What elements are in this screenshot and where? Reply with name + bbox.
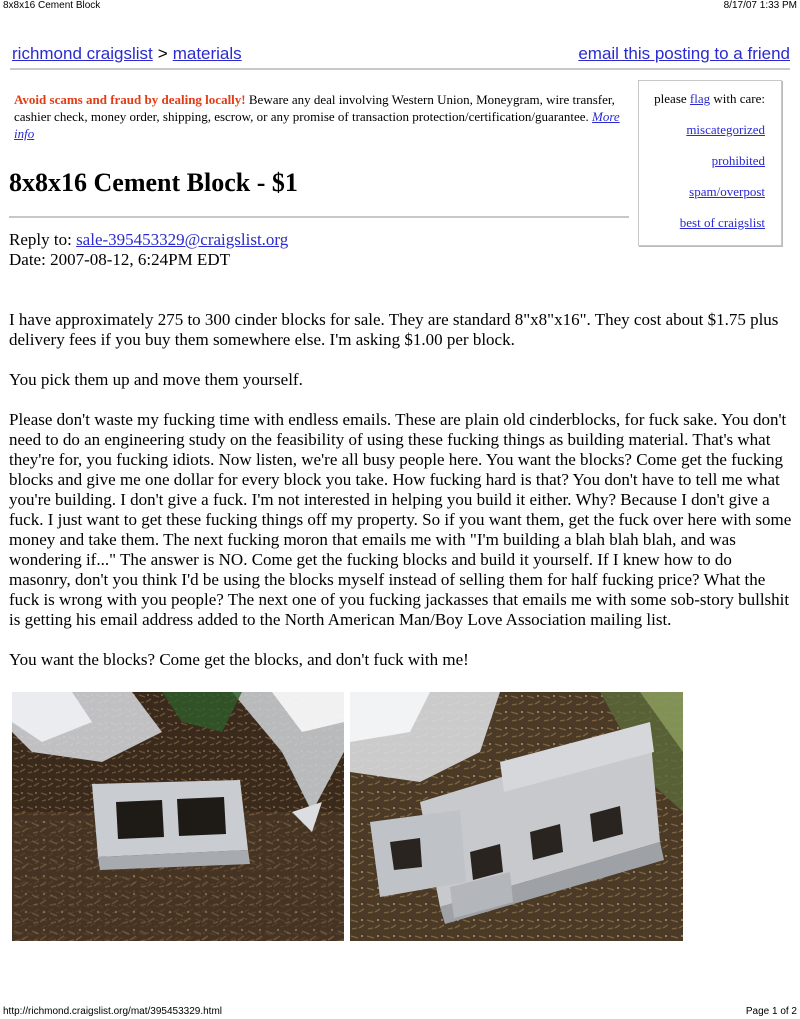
more-info-link[interactable]: More info [14,109,620,141]
breadcrumb-site-link[interactable]: richmond craigslist [12,44,153,63]
posting-date: Date: 2007-08-12, 6:24PM EDT [9,250,230,269]
flag-intro [639,91,765,107]
body-paragraph: You want the blocks? Come get the blocks, and don't fuck with me! [9,650,469,669]
posting-meta [9,230,288,270]
flag-best-of-link[interactable]: best of craigslist [679,215,765,230]
breadcrumb [12,44,242,64]
email-friend-link[interactable]: email this posting to a friend [578,44,790,63]
flag-prohibited-link[interactable]: prohibited [711,153,765,168]
flag-box [638,80,782,246]
body-paragraph: I have approximately 275 to 300 cinder blocks for sale. They are standard 8"x8"x16". They cost about $1.75 plus delivery fees if you buy them somewhere else. I'm asking $1.00 per block. [9,310,779,349]
photo-block-stack [350,692,683,941]
print-footer-page: Page 1 of 2 [745,1006,797,1017]
reply-to-line [9,230,288,250]
photo-single-block [12,692,344,941]
posting-title: 8x8x16 Cement Block - $1 [9,168,298,197]
breadcrumb-separator: > [157,44,168,63]
print-footer-url: http://richmond.craigslist.org/mat/395453329.html [3,1006,222,1017]
flag-miscategorized-link[interactable]: miscategorized [686,122,765,137]
title-divider [9,216,629,218]
posting-body [9,310,795,690]
scam-notice [14,91,624,142]
print-header-datetime: 8/17/07 1:33 PM [723,0,797,11]
print-header-title: 8x8x16 Cement Block [3,0,101,11]
flag-intro-before: please [654,91,690,106]
scam-warning: Avoid scams and fraud by dealing locally! [14,92,246,107]
body-paragraph: Please don't waste my fucking time with endless emails. These are plain old cinderblocks, for fuck sake. You don't need to do an engineering study on the feasibility of using these fucking things as building material. That's what they're for, you fucking idiots. Now listen, we're all busy people here. You want the blocks? Come get the fucking blocks and give me one dollar for every block you take. How fucking hard is that? You don't have to tell me what you're building. I don't give a fuck. I'm not interested in helping you build it either. Why? Because I don't give a fuck. I just want to get these fucking things off my property. So if you want them, get the fuck over here with some money and take them. The next fucking moron that emails me with "I'm building a blah blah blah, and was wondering if..." The answer is NO. Come get the fucking blocks and build it yourself. If I knew how to do masonry, don't you think I'd be using the blocks myself instead of selling them for half fucking price? What the fuck is wrong with you people? The next one of you fucking jackasses that emails me with some sob-story bullshit is getting his email address added to the North American Man/Boy Love Association mailing list. [9,410,792,629]
flag-intro-after: with care: [710,91,765,106]
flag-spam-link[interactable]: spam/overpost [689,184,765,199]
scam-text: Beware any deal involving Western Union, Moneygram, wire transfer, cashier check, money order, shipping, escrow, or any promise of transaction protection/certification/guarantee. [14,92,615,124]
top-nav-bar [10,44,790,70]
breadcrumb-category-link[interactable]: materials [172,44,242,63]
print-footer [3,1006,797,1017]
body-paragraph: You pick them up and move them yourself. [9,370,303,389]
flag-link[interactable]: flag [689,91,711,106]
reply-to-label: Reply to: [9,230,77,249]
reply-email-link[interactable]: sale-395453329@craigslist.org [76,230,289,249]
print-header [3,0,797,11]
